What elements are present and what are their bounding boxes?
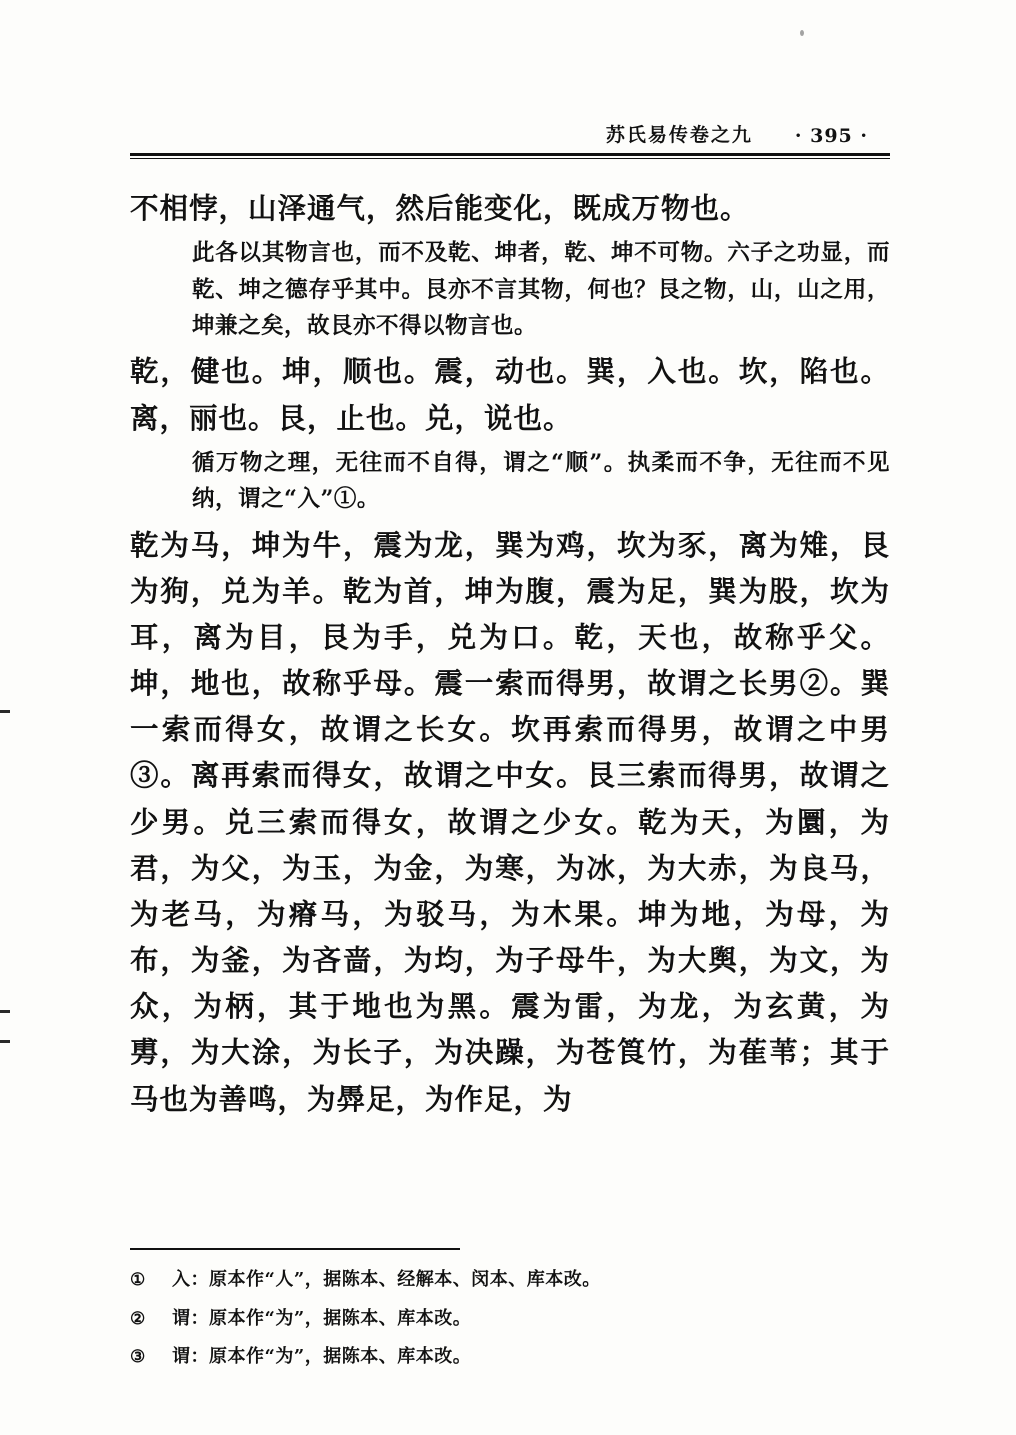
- footnote-item: [130, 1343, 890, 1371]
- page-edge-mark: [0, 1010, 10, 1013]
- scan-speck: [800, 30, 804, 36]
- footnote-item: [130, 1266, 890, 1294]
- footnote-marker: ②: [130, 1308, 146, 1329]
- footnote-text: 谓：原本作“为”，据陈本、库本改。: [172, 1346, 472, 1367]
- footnote-marker: ①: [130, 1270, 146, 1290]
- main-text-paragraph: 不相悖，山泽通气，然后能变化，既成万物也。: [130, 191, 750, 225]
- main-text-paragraph: 乾，健也。坤，顺也。震，动也。巽，入也。坎，陷也。离，丽也。艮，止也。兑，说也。: [130, 354, 890, 435]
- header-rule: [130, 153, 890, 159]
- page-edge-mark: [0, 710, 10, 713]
- book-title: 苏氏易传卷之九: [605, 124, 753, 146]
- commentary-paragraph: 循万物之理，无往而不自得，谓之“顺”。执柔而不争，无往而不见纳，谓之“入”①。: [192, 449, 890, 513]
- page-number: · 395 ·: [794, 125, 868, 147]
- page-content: [130, 120, 890, 1126]
- main-text-paragraph: 乾为马，坤为牛，震为龙，巽为鸡，坎为豕，离为雉，艮为狗，兑为羊。乾为首，坤为腹，震为足，巽为股，坎为耳，离为目，艮为手，兑为口。乾，天也，故称乎父。坤，地也，故称乎母。震一索而得男，故谓之长男②。巽一索而得女，故谓之长女。坎再索而得男，故谓之中男③。离再索而得女，故谓之中女。艮三索而得男，故谓之少男。兑三索而得女，故谓之少女。乾为天，为圜，为君，为父，为玉，为金，为寒，为冰，为大赤，为良马，为老马，为瘠马，为驳马，为木果。坤为地，为母，为布，为釜，为吝啬，为均，为子母牛，为大舆，为文，为众，为柄，其于地也为黑。震为雷，为龙，为玄黄，为旉，为大涂，为长子，为决躁，为苍筤竹，为萑苇；其于马也为善鸣，为馵足，为作足，为: [130, 527, 890, 1116]
- footnote-section: [130, 1248, 890, 1382]
- footnote-rule: [130, 1248, 460, 1250]
- footnote-text: 谓：原本作“为”，据陈本、库本改。: [172, 1307, 472, 1329]
- footnote-marker: ③: [130, 1347, 146, 1367]
- commentary-paragraph: 此各以其物言也，而不及乾、坤者，乾、坤不可物。六子之功显，而乾、坤之德存乎其中。艮亦不言其物，何也？艮之物，山，山之用，坤兼之矣，故艮亦不得以物言也。: [192, 240, 890, 340]
- running-head: [130, 120, 890, 153]
- footnote-text: 入：原本作“人”，据陈本、经解本、闵本、库本改。: [172, 1269, 601, 1290]
- footnote-item: [130, 1305, 890, 1333]
- page-edge-mark: [0, 1040, 10, 1043]
